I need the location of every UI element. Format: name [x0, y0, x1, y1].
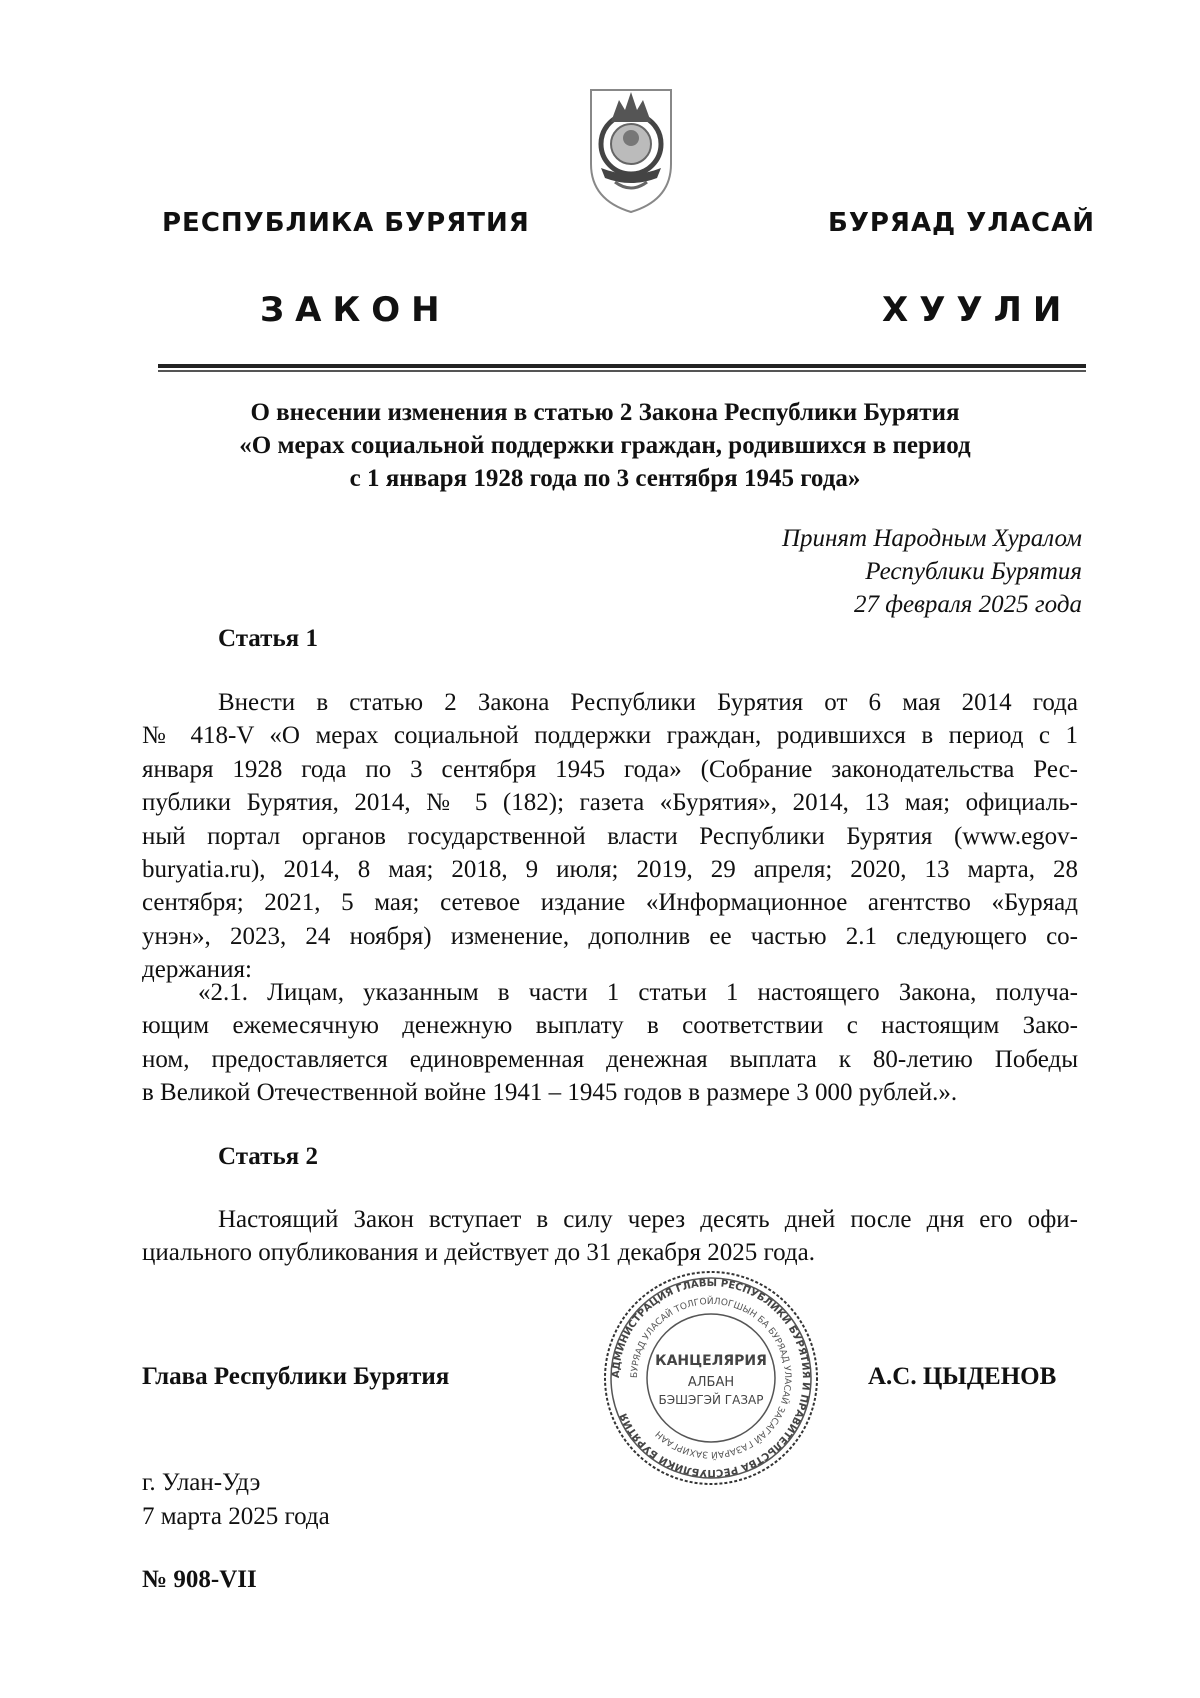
signatory-name: А.С. ЦЫДЕНОВ	[868, 1363, 1057, 1390]
stamp-center-line-1: КАНЦЕЛЯРИЯ	[655, 1353, 767, 1369]
text-line: ный портал органов государственной власти Республики Бурятия (www.egov-	[142, 822, 1078, 850]
stamp-outer-text: АДМИНИСТРАЦИЯ ГЛАВЫ РЕСПУБЛИКИ БУРЯТИЯ И ПРАВИТЕЛЬСТВА РЕСПУБЛИКИ БУРЯТИЯ	[610, 1277, 812, 1479]
republic-name-ru: РЕСПУБЛИКА БУРЯТИЯ	[162, 208, 530, 238]
law-title	[140, 396, 1070, 495]
stamp-center-line-2: АЛБАН	[687, 1375, 735, 1390]
signatory-position: Глава Республики Бурятия	[142, 1363, 450, 1390]
stamp-center-line-3: БЭШЭГЭЙ ГАЗАР	[658, 1393, 764, 1407]
text-line: унэн», 2023, 24 ноября) изменение, дополнив ее частью 2.1 следующего со-	[142, 922, 1078, 950]
title-line: с 1 января 1928 года по 3 сентября 1945 года»	[349, 465, 861, 492]
text-line: Внести в статью 2 Закона Республики Бурятия от 6 мая 2014 года	[218, 689, 1078, 716]
text-line: ющим ежемесячную денежную выплату в соответствии с настоящим Зако-	[142, 1012, 1078, 1040]
stamp-inner-text: БУРЯАД УЛАСАЙ ТОЛГОЙЛОГШЫН БА БУРЯАД УЛАСАЙ ЗАСАГАЙ ГАЗАРАЙ ЗАХИРГААН	[629, 1296, 793, 1460]
text-line: ном, предоставляется единовременная денежная выплата к 80-летию Победы	[142, 1045, 1078, 1073]
text-line: циального опубликования и действует до 31 декабря 2025 года.	[142, 1239, 815, 1267]
text-line: «2.1. Лицам, указанным в части 1 статьи 1 настоящего Закона, получа-	[198, 979, 1078, 1006]
header-divider	[158, 364, 1086, 368]
coat-of-arms-icon	[585, 82, 677, 216]
law-number: № 908-VII	[142, 1566, 257, 1593]
text-line: сентября; 2021, 5 мая; сетевое издание «Информационное агентство «Буряад	[142, 889, 1078, 917]
title-line: О внесении изменения в статью 2 Закона Республики Бурятия	[250, 399, 960, 426]
article-1-paragraph-1	[142, 686, 1078, 987]
text-line: публики Бурятия, 2014, № 5 (182); газета «Бурятия», 2014, 13 мая; официаль-	[142, 789, 1078, 817]
adoption-note	[782, 522, 1082, 621]
text-line: держания:	[142, 956, 252, 984]
article-2-heading: Статья 2	[218, 1143, 318, 1170]
doc-type-bua: ХУУЛИ	[882, 290, 1073, 330]
place-and-date	[142, 1466, 330, 1534]
republic-name-bua: БУРЯАД УЛАСАЙ	[828, 208, 1095, 238]
city: г. Улан-Удэ	[142, 1469, 261, 1496]
article-2-paragraph	[142, 1203, 1078, 1270]
adoption-line: Республики Бурятия	[865, 558, 1082, 585]
title-line: «О мерах социальной поддержки граждан, родившихся в период	[239, 432, 971, 459]
adoption-line: Принят Народным Хуралом	[781, 525, 1082, 552]
doc-type-ru: ЗАКОН	[260, 290, 451, 330]
article-1-heading: Статья 1	[218, 625, 318, 652]
adoption-line: 27 февраля 2025 года	[853, 591, 1082, 618]
header-divider-thin	[158, 370, 1086, 372]
text-line: № 418-V «О мерах социальной поддержки граждан, родившихся в период с 1	[142, 722, 1078, 750]
text-line: января 1928 года по 3 сентября 1945 года» (Собрание законодательства Рес-	[142, 755, 1078, 783]
article-1-paragraph-2	[142, 976, 1078, 1110]
text-line: Настоящий Закон вступает в силу через десять дней после дня его офи-	[218, 1206, 1078, 1233]
text-line: в Великой Отечественной войне 1941 – 1945 годов в размере 3 000 рублей.».	[142, 1079, 958, 1107]
text-line: buryatia.ru), 2014, 8 мая; 2018, 9 июля; 2019, 29 апреля; 2020, 13 марта, 28	[142, 856, 1078, 884]
official-stamp	[600, 1267, 822, 1489]
signing-date: 7 марта 2025 года	[142, 1503, 330, 1530]
